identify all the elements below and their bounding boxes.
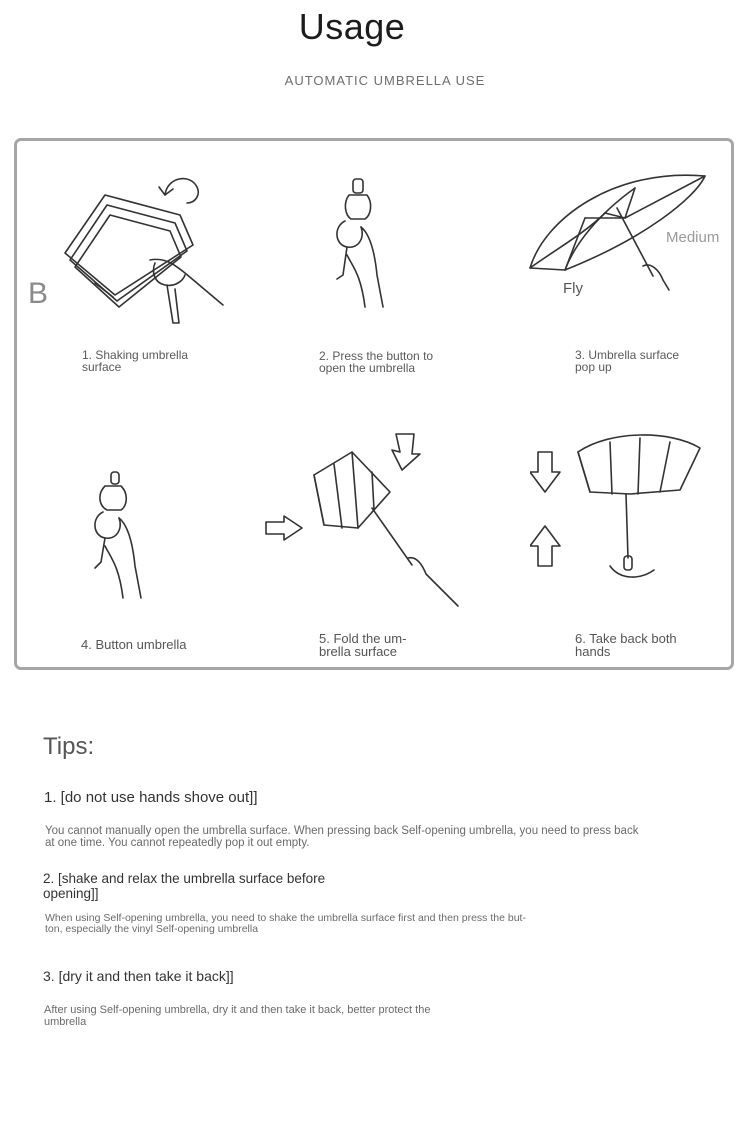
step-6-caption: 6. Take back both hands (575, 631, 677, 659)
close-umbrella-icon (530, 430, 710, 595)
tip-1-body: You cannot manually open the umbrella surface. When pressing back Self-opening umbrella, you need to press back at one time. You cannot repeatedly pop it out empty. (45, 825, 639, 849)
step-1-caption: 1. Shaking umbrella surface (82, 348, 189, 374)
tip-3-heading: 3. [dry it and then take it back]] (43, 968, 234, 984)
button-hand-icon (85, 470, 165, 605)
page-title: Usage (298, 6, 406, 47)
step-4-caption: 4. Button umbrella (81, 637, 187, 652)
tip-3-body: After using Self-opening umbrella, dry it and then take it back, better protect the umbrella (44, 1004, 431, 1028)
step-2-caption: 2. Press the button to open the umbrella (319, 349, 434, 375)
step-3-caption: 3. Umbrella surface pop up (575, 348, 680, 374)
side-letter: B (28, 277, 49, 310)
medium-label: Medium (666, 229, 720, 246)
press-button-hand-icon (325, 175, 405, 310)
tips-title: Tips: (43, 733, 95, 760)
tip-2-body: When using Self-opening umbrella, you need to shake the umbrella surface first and then press the but- ton, especially the vinyl Self-opening umbrella (45, 912, 526, 935)
fold-umbrella-icon (262, 430, 462, 610)
step-5-caption: 5. Fold the um- brella surface (319, 631, 407, 659)
page-subtitle: AUTOMATIC UMBRELLA USE (284, 73, 486, 88)
open-umbrella-icon (525, 158, 720, 298)
umbrella-shake-icon (55, 165, 230, 335)
fly-label: Fly (563, 280, 583, 297)
tip-2-heading: 2. [shake and relax the umbrella surface before opening]] (43, 871, 326, 901)
tip-1-heading: 1. [do not use hands shove out]] (44, 789, 258, 806)
